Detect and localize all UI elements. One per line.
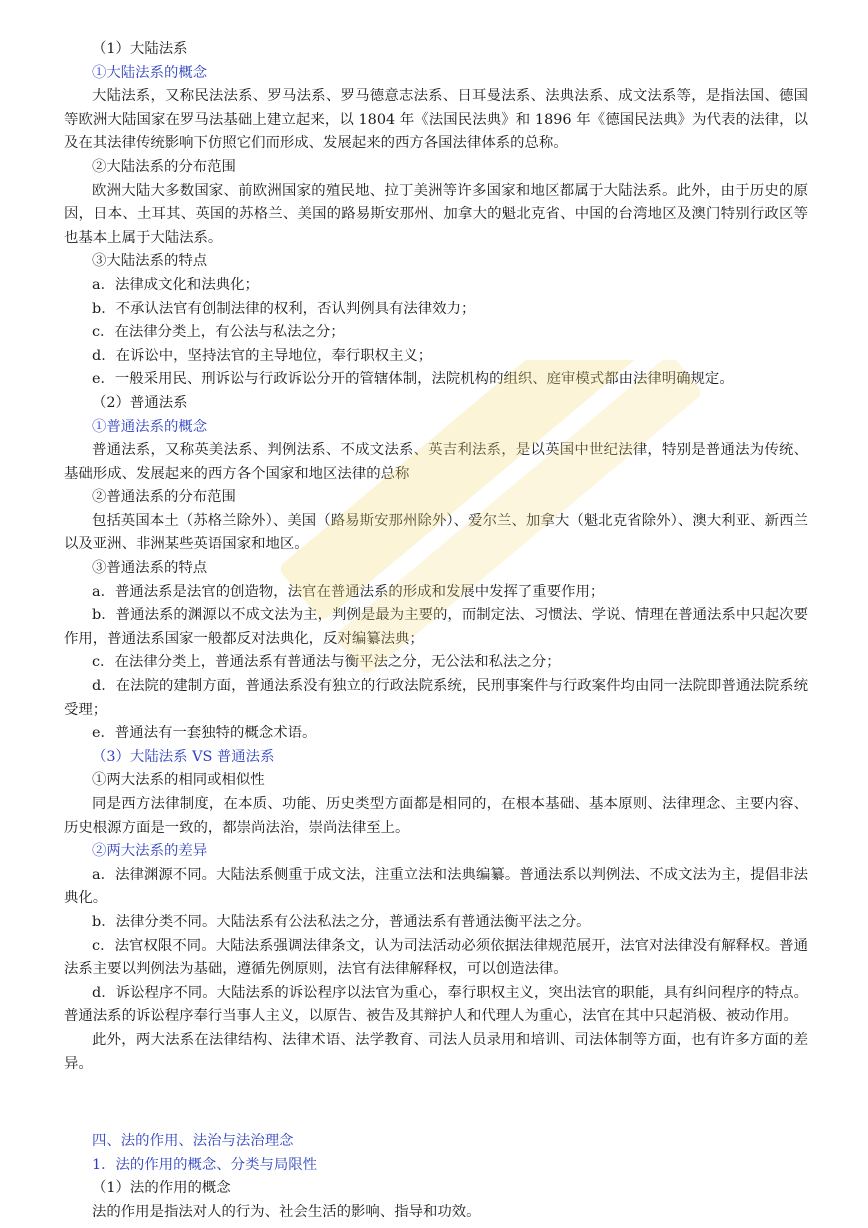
text-line: c．法官权限不同。大陆法系强调法律条文，认为司法活动必须依据法律规范展开，法官对法律没有解释权。普通法系主要以判例法为基础，遵循先例原则，法官有法律解释权，可以创造法律。 bbox=[64, 937, 808, 978]
text-line: 四、法的作用、法治与法治理念 bbox=[92, 1133, 294, 1150]
text-line: ③大陆法系的特点 bbox=[92, 253, 208, 270]
text-line: b．不承认法官有创制法律的权利，否认判例具有法律效力； bbox=[92, 300, 476, 317]
text-line: ③普通法系的特点 bbox=[92, 560, 208, 577]
text-line: ①大陆法系的概念 bbox=[92, 64, 208, 81]
text-line: d．在诉讼中，坚持法官的主导地位，奉行职权主义； bbox=[92, 347, 433, 364]
text-line: （1）法的作用的概念 bbox=[92, 1180, 231, 1197]
text-line: 欧洲大陆大多数国家、前欧洲国家的殖民地、拉丁美洲等许多国家和地区都属于大陆法系。此外，由于历史的原因，日本、土耳其、英国的苏格兰、美国的路易斯安那州、加拿大的魁北克省、中国的台湾地区及澳门特别行政区等也基本上属于大陆法系。 bbox=[64, 182, 808, 246]
text-line: ②普通法系的分布范围 bbox=[92, 489, 236, 506]
spacer bbox=[64, 1092, 808, 1114]
text-line: （3）大陆法系 VS 普通法系 bbox=[92, 748, 275, 765]
text-line: b．法律分类不同。大陆法系有公法私法之分，普通法系有普通法衡平法之分。 bbox=[92, 913, 591, 930]
text-line: 包括英国本土（苏格兰除外）、美国（路易斯安那州除外）、爱尔兰、加拿大（魁北克省除外）、澳大利亚、新西兰以及亚洲、非洲某些英语国家和地区。 bbox=[64, 512, 808, 553]
text-line: ②两大法系的差异 bbox=[92, 843, 208, 860]
text-line: （1）大陆法系 bbox=[92, 41, 188, 57]
text-line: 此外，两大法系在法律结构、法律术语、法学教育、司法人员录用和培训、司法体制等方面，也有许多方面的差异。 bbox=[64, 1031, 808, 1072]
text-line: ①普通法系的概念 bbox=[92, 418, 208, 435]
text-line: e．一般采用民、刑诉讼与行政诉讼分开的管辖体制，法院机构的组织、庭审模式都由法律明确规定。 bbox=[92, 371, 734, 388]
text-line: 大陆法系，又称民法法系、罗马法系、罗马德意志法系、日耳曼法系、法典法系、成文法系等，是指法国、德国等欧洲大陆国家在罗马法基础上建立起来，以 1804 年《法国民法典》和 1896 年《德国民法典》为代表的法律，以及在其法律传统影响下仿照它们而形成、发展起来的西方各国法律体系的总称。 bbox=[64, 88, 808, 152]
text-line: d．在法院的建制方面，普通法系没有独立的行政法院系统，民刑事案件与行政案件均由同一法院即普通法院系统受理； bbox=[64, 678, 808, 718]
text-line: a．普通法系是法官的创造物，法官在普通法系的形成和发展中发挥了重要作用； bbox=[92, 583, 605, 600]
text-line: 普通法系，又称英美法系、判例法系、不成文法系、英吉利法系，是以英国中世纪法律，特别是普通法为传统、基础形成、发展起来的西方各个国家和地区法律的总称 bbox=[64, 442, 808, 482]
text-line: 1．法的作用的概念、分类与局限性 bbox=[92, 1156, 318, 1173]
text-line: a．法律成文化和法典化； bbox=[92, 276, 259, 293]
text-line: b．普通法系的渊源以不成文法为主，判例是最为主要的，而制定法、习惯法、学说、情理在普通法系中只起次要作用，普通法系国家一般都反对法典化，反对编纂法典； bbox=[64, 607, 808, 647]
text-line: c．在法律分类上，有公法与私法之分； bbox=[92, 324, 345, 341]
text-line: ①两大法系的相同或相似性 bbox=[92, 772, 265, 789]
document-page bbox=[64, 38, 808, 1225]
text-line: c．在法律分类上，普通法系有普通法与衡平法之分，无公法和私法之分； bbox=[92, 654, 561, 671]
text-line: （2）普通法系 bbox=[92, 394, 188, 411]
text-line: a．法律渊源不同。大陆法系侧重于成文法，注重立法和法典编纂。普通法系以判例法、不成文法为主，提倡非法典化。 bbox=[64, 866, 808, 907]
text-line: d．诉讼程序不同。大陆法系的诉讼程序以法官为重心，奉行职权主义，突出法官的职能，具有纠问程序的特点。普通法系的诉讼程序奉行当事人主义，以原告、被告及其辩护人和代理人为重心，法官在其中只起消极、被动作用。 bbox=[64, 984, 808, 1025]
text-line: ②大陆法系的分布范围 bbox=[92, 158, 236, 175]
text-line: 同是西方法律制度，在本质、功能、历史类型方面都是相同的，在根本基础、基本原则、法律理念、主要内容、历史根源方面是一致的，都崇尚法治，崇尚法律至上。 bbox=[64, 796, 808, 836]
text-line: e．普通法有一套独特的概念术语。 bbox=[92, 725, 317, 742]
text-line: 法的作用是指法对人的行为、社会生活的影响、指导和功效。 bbox=[92, 1203, 481, 1220]
